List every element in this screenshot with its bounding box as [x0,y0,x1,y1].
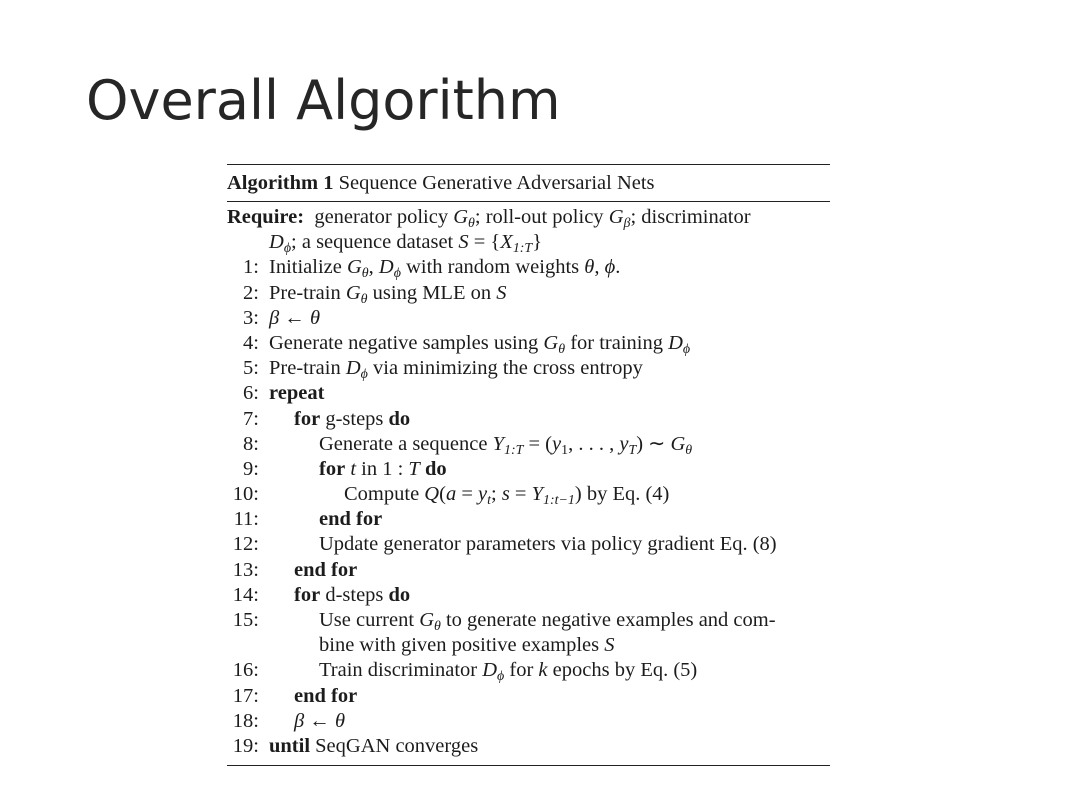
line-number: 12: [232,533,259,556]
math-sub: 1:T [503,442,524,458]
algorithm-line-16 [227,658,830,683]
math: T [408,457,420,480]
math: ← [304,709,335,732]
line-text [319,507,382,532]
keyword: do [388,583,411,606]
algorithm-line-19 [227,734,830,759]
require-line [227,205,830,230]
math: G [543,331,559,354]
line-number: 6: [243,382,259,405]
keyword: for [294,583,321,606]
math-sub: β [623,215,631,231]
line-text [294,709,345,734]
math: θ [584,256,595,279]
keyword: until [269,734,311,757]
algorithm-line-12 [227,532,830,557]
math: y [478,483,488,506]
math-sub: θ [360,291,368,307]
math: G [608,206,624,228]
math-sub: t [487,492,491,508]
text: generator policy [314,206,449,228]
algorithm-line-10 [227,482,830,507]
math-sub: T [628,442,637,458]
line-text [319,633,615,658]
math-sub: θ [685,442,693,458]
math-sub: 1 [561,442,569,458]
line-text [269,281,506,306]
algorithm-line-9 [227,457,830,482]
math: = [456,483,478,506]
math: D [345,357,361,380]
line-number: 7: [243,407,259,430]
keyword: for [319,457,346,480]
algorithm-line-15-continuation [227,633,830,658]
math: D [482,659,498,682]
text: ; a sequence dataset [291,231,454,254]
math: 1 : [377,457,409,480]
math: Q [424,483,440,506]
line-number: 19: [232,734,259,757]
math-sub: ϕ [682,341,691,357]
text: by Eq. (4) [586,483,670,506]
keyword: repeat [269,382,325,405]
bottom-rule [227,765,830,766]
math: G [346,256,362,279]
text: Train discriminator [319,659,478,682]
line-text [319,608,776,633]
algorithm-body [227,202,830,759]
algorithm-line-18 [227,709,830,734]
math: ) [574,483,582,506]
algorithm-line-8 [227,432,830,457]
keyword: do [424,457,447,480]
math: β [269,306,280,329]
math: Y [492,432,504,455]
keyword: for [294,407,321,430]
text: Update generator parameters via policy gradient Eq. (8) [319,533,777,556]
text: g-steps [325,407,384,430]
line-text [269,734,478,759]
math-sub: ϕ [360,367,368,383]
algorithm-line-11 [227,507,830,532]
math-sub: ϕ [283,241,292,257]
line-text [344,482,669,507]
math: a [445,483,457,506]
algorithm-box [227,164,830,766]
keyword: do [388,407,411,430]
line-number: 16: [232,659,259,682]
text: for training [570,331,663,354]
text: d-steps [325,583,384,606]
math: ϕ [604,256,616,279]
line-text [269,356,643,381]
math: y [552,432,562,455]
text: Pre-train [269,357,341,380]
line-number: 2: [243,281,259,304]
math-sub: θ [468,215,475,231]
math: = ( [523,432,552,455]
math: ; [490,483,502,506]
line-text [294,407,410,432]
line-number: 4: [243,331,259,354]
line-number: 18: [232,709,259,732]
math-sub: θ [558,341,566,357]
math: G [345,281,361,304]
require-line-continuation [227,230,830,255]
line-number: 1: [243,256,259,279]
line-text [319,658,697,683]
math: D [668,331,683,354]
text: ; discriminator [630,206,751,228]
keyword: end for [294,684,358,707]
line-number: 5: [243,357,259,380]
slide-title: Overall Algorithm [86,69,561,132]
math: G [419,609,434,631]
line-text [269,381,324,406]
line-number: 17: [232,684,259,707]
line-text [319,457,447,482]
text: bine with given positive examples [319,634,600,657]
line-number: 3: [243,306,259,329]
algorithm-line-1 [227,255,830,280]
math: , [368,256,379,279]
line-number: 13: [232,558,259,581]
math-sub: θ [434,618,441,634]
math: t [350,457,357,480]
math-sub: ϕ [393,266,401,282]
math: = [509,483,532,506]
text: to generate negative examples and com- [445,609,776,631]
text: for [509,659,534,682]
math-sub: θ [361,266,369,282]
math: s [501,483,510,506]
line-text [294,558,357,583]
math: θ [334,709,346,732]
math-sub: 1:T [512,241,533,257]
math: ← [279,306,310,329]
math: ( [439,483,446,506]
line-number: 8: [243,432,259,455]
text: using MLE on [372,281,492,304]
math: ) ∼ [636,432,671,455]
line-text [269,255,620,280]
algorithm-line-4 [227,331,830,356]
line-number: 15: [232,609,259,631]
text: Compute [344,483,420,506]
text: in [361,457,378,480]
line-text [269,331,690,356]
math: S [604,634,615,657]
line-text [319,532,777,557]
math: β [294,709,305,732]
math-sub: ϕ [497,669,505,685]
line-number: 9: [243,457,259,480]
math: D [269,231,284,254]
math: y [619,432,629,455]
math: X [500,231,513,254]
text: with random weights [406,256,580,279]
line-text [294,583,410,608]
require-keyword: Require: [227,206,305,228]
algorithm-line-2 [227,281,830,306]
math: . [615,256,621,279]
algorithm-line-15 [227,608,830,633]
algorithm-line-13 [227,558,830,583]
text: ; roll-out policy [474,206,604,228]
line-text [269,306,320,331]
math: , . . . , [568,432,620,455]
line-number: 10: [232,483,259,506]
math: Y [531,483,544,506]
text: Pre-train [269,281,341,304]
text: via minimizing the cross entropy [373,357,643,380]
keyword: end for [294,558,358,581]
text: Initialize [269,256,342,279]
line-number: 11: [233,508,259,531]
text: Use current [319,609,415,631]
algorithm-header [227,165,830,201]
math-sub: 1:t−1 [543,492,575,508]
math: G [453,206,469,228]
line-number: 14: [232,583,259,606]
line-text [319,432,692,457]
math: S [496,281,507,304]
algorithm-label: Algorithm 1 [227,172,334,194]
algorithm-name: Sequence Generative Adversarial Nets [338,172,655,194]
algorithm-line-6 [227,381,830,406]
text: SeqGAN converges [315,734,479,757]
algorithm-line-5 [227,356,830,381]
math: = { [468,231,501,254]
math: k [538,659,548,682]
math: , [594,256,605,279]
algorithm-line-17 [227,684,830,709]
algorithm-line-14 [227,583,830,608]
keyword: end for [319,508,383,531]
math: G [670,432,686,455]
math: θ [309,306,321,329]
math: } [532,231,543,254]
text: Generate negative samples using [269,331,539,354]
line-text [294,684,357,709]
math: D [378,256,394,279]
text: epochs by Eq. (5) [552,659,698,682]
algorithm-line-3 [227,306,830,331]
text: Generate a sequence [319,432,488,455]
math: S [458,231,469,254]
algorithm-line-7 [227,407,830,432]
